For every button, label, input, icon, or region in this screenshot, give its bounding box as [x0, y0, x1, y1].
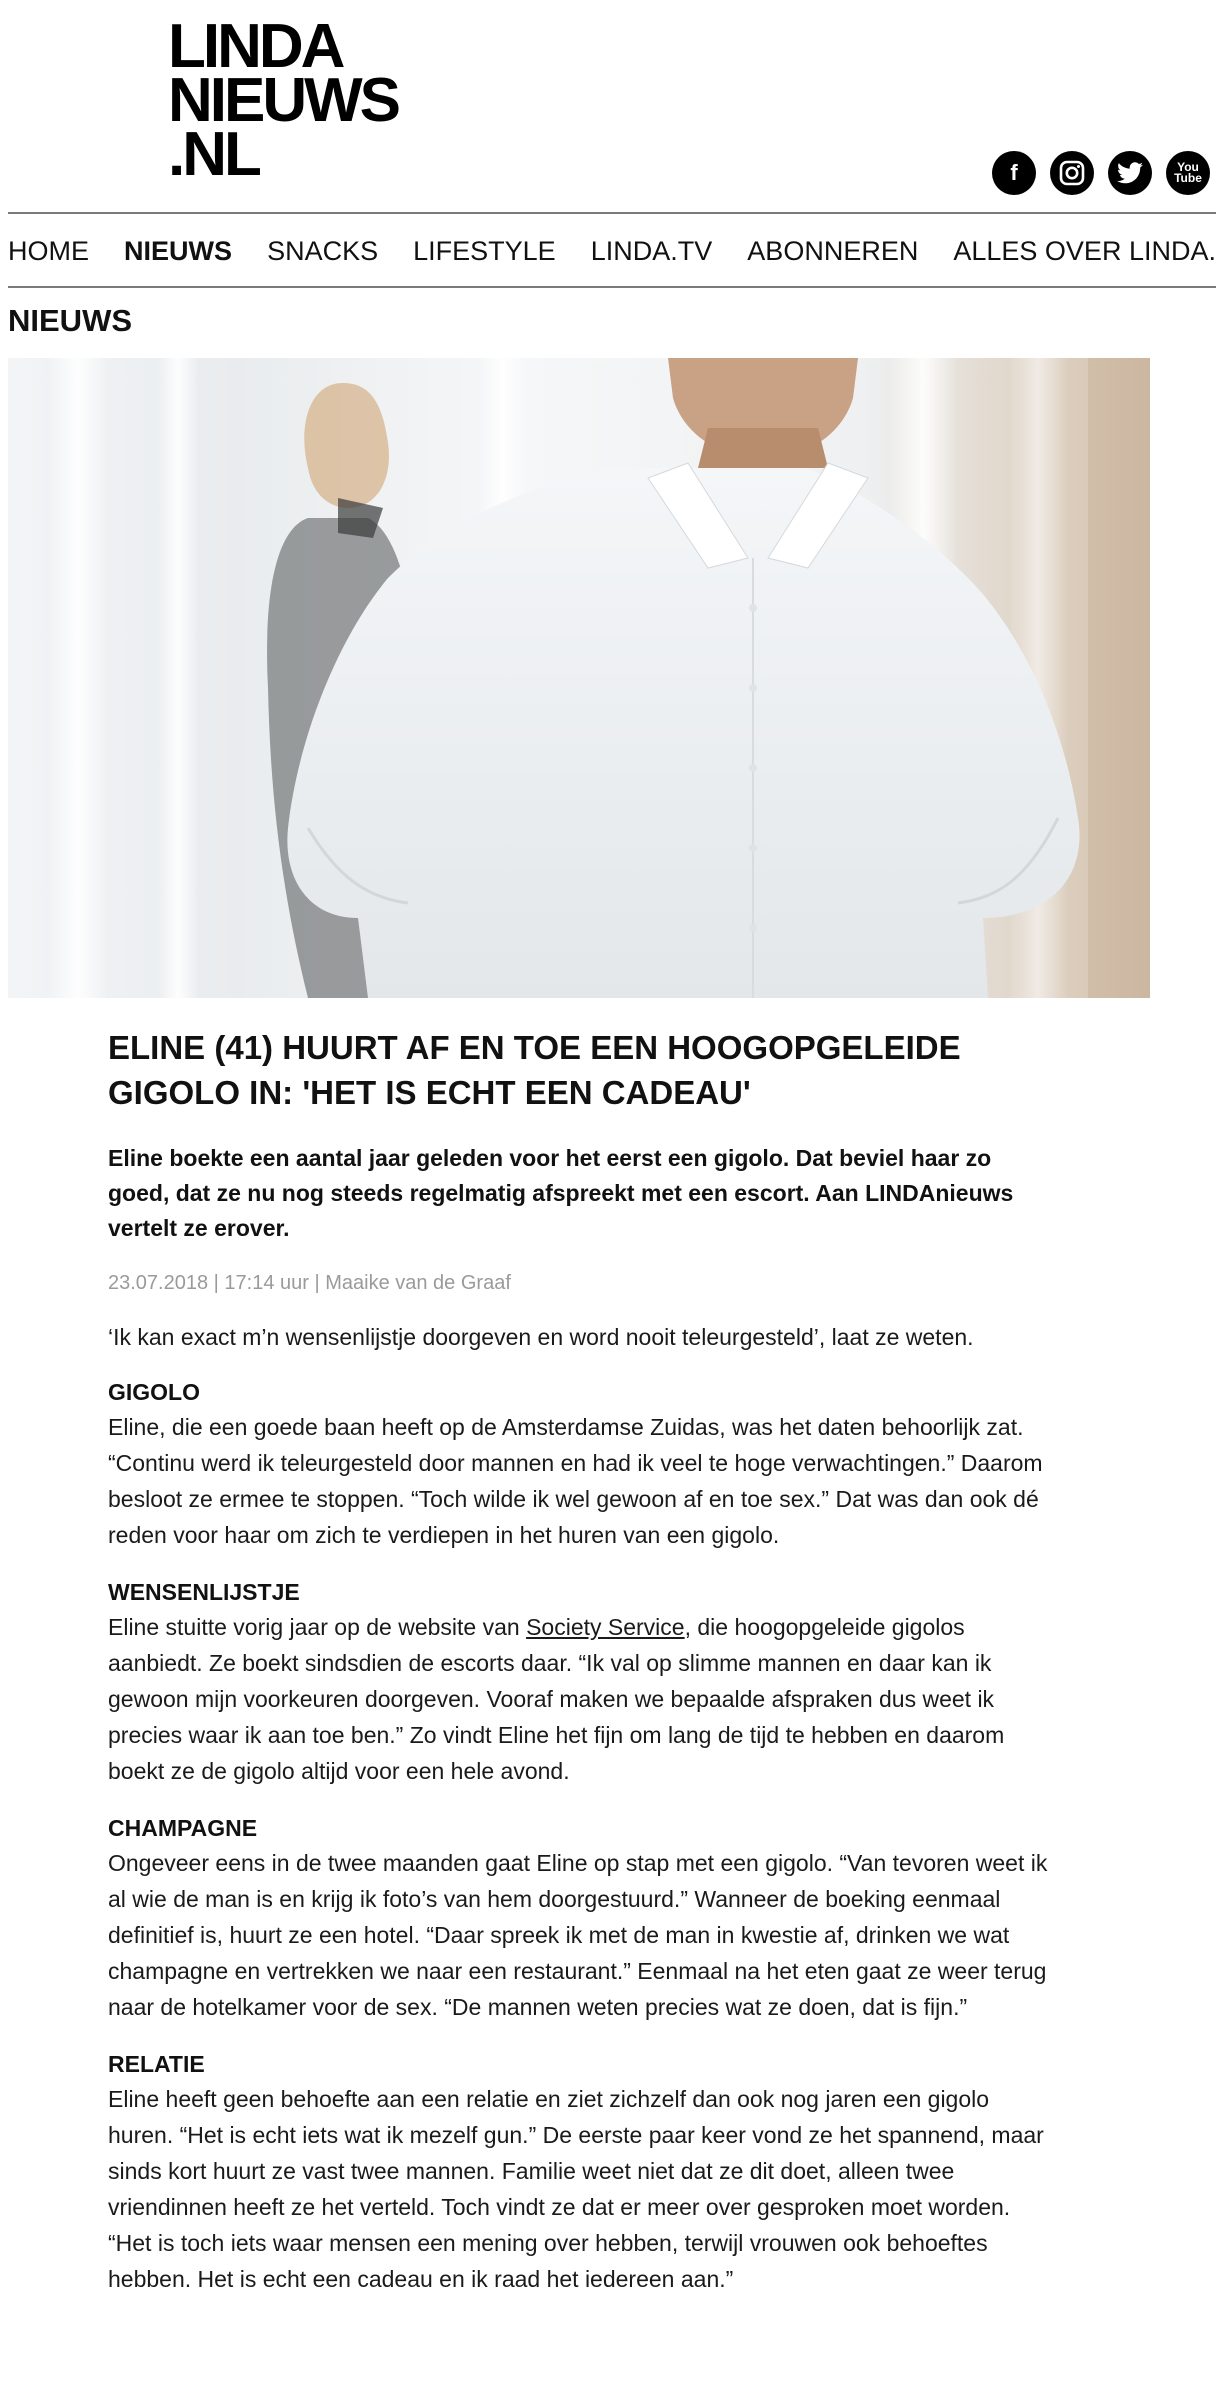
paragraph-gigolo: Eline, die een goede baan heeft op de Amsterdamse Zuidas, was het daten behoorlijk zat. “Continu werd ik teleurgesteld door mannen en had ik veel te hoge verwachtingen.” Daarom besloot ze ermee te stoppen. “Toch wilde ik wel gewoon af en toe sex.” Dat was dan ook dé reden voor haar om zich te verdiepen in het huren van een gigolo. [108, 1414, 1043, 1548]
site-logo[interactable] [168, 12, 398, 189]
nav-item-snacks[interactable]: SNACKS [267, 235, 379, 266]
subhead-wensenlijstje: WENSENLIJSTJE [108, 1579, 300, 1605]
nav-item-abonneren[interactable]: ABONNEREN [747, 235, 919, 266]
hero-image [8, 358, 1150, 998]
header-divider-top [8, 212, 1216, 214]
paragraph-wensenlijstje-end: , die hoogopgeleide gigolos aanbiedt. Ze boekt sindsdien de escorts daar. “Ik val op slimme mannen en daar kan ik gewoon mijn voorkeuren doorgeven. Vooraf maken we bepaalde afspraken dus weet ik precies waar ik aan toe ben.” Zo vindt Eline het fijn om lang de tijd te hebben en daarom boekt ze de gigolo altijd voor een hele avond. [108, 1614, 1005, 1784]
twitter-glyph [1117, 162, 1143, 184]
subhead-gigolo: GIGOLO [108, 1379, 200, 1405]
section-title: NIEUWS [8, 303, 132, 338]
article-lead: Eline boekte een aantal jaar geleden voor het eerst een gigolo. Dat beviel haar zo goed, dat ze nu nog steeds regelmatig afspreekt met een escort. Aan LINDAnieuws vertelt ze erover. [108, 1145, 1014, 1241]
logo-line-1: LINDA [168, 12, 343, 81]
subhead-relatie: RELATIE [108, 2051, 205, 2077]
article [108, 1025, 1058, 2321]
society-service-link[interactable]: Society Service [526, 1614, 685, 1640]
subhead-champagne: CHAMPAGNE [108, 1815, 258, 1841]
facebook-icon[interactable]: f [992, 151, 1036, 195]
section-relatie [108, 2049, 1058, 2297]
social-links [992, 151, 1210, 195]
site-header [0, 0, 1220, 212]
logo-line-3: .NL [168, 120, 259, 189]
article-headline: ELINE (41) HUURT AF EN TOE EEN HOOGOPGELEIDE GIGOLO IN: 'HET IS ECHT EEN CADEAU' [108, 1029, 961, 1111]
instagram-icon[interactable] [1050, 151, 1094, 195]
instagram-glyph [1059, 160, 1085, 186]
paragraph-wensenlijstje [108, 1609, 1058, 1789]
nav-item-alles-over-linda[interactable]: ALLES OVER LINDA. [953, 235, 1216, 266]
nav-item-lifestyle[interactable]: LIFESTYLE [413, 235, 556, 266]
logo-line-2: NIEUWS [168, 66, 398, 135]
paragraph-champagne: Ongeveer eens in de twee maanden gaat Eline op stap met een gigolo. “Van tevoren weet ik al wie de man is en krijg ik foto’s van hem doorgestuurd.” Wanneer de boeking eenmaal definitief is, huurt ze een hotel. “Daar spreek ik met de man in kwestie af, drinken we wat champagne en vertrekken we naar een restaurant.” Eenmaal na het eten gaat ze weer terug naar de hotelkamer voor de sex. “De mannen weten precies wat ze doen, dat is fijn.” [108, 1850, 1048, 2020]
paragraph-wensenlijstje-start: Eline stuitte vorig jaar op de website van [108, 1614, 527, 1640]
main-nav [8, 226, 1216, 276]
nav-item-linda-tv[interactable]: LINDA.TV [590, 235, 713, 266]
section-wensenlijstje [108, 1577, 1058, 1789]
youtube-tube: Tube [1174, 171, 1202, 185]
hero-illustration [8, 358, 1150, 998]
article-meta: 23.07.2018 | 17:14 uur | Maaike van de Graaf [108, 1272, 511, 1294]
paragraph-relatie: Eline heeft geen behoefte aan een relatie en ziet zichzelf dan ook nog jaren een gigolo huren. “Het is echt iets wat ik mezelf gun.” De eerste paar keer vond ze het spannend, maar sinds kort huurt ze vast twee mannen. Familie weet niet dat ze dit doet, alleen twee vriendinnen heeft ze het verteld. Toch vindt ze dat er meer over gesproken moet worden. “Het is toch iets waar mensen een mening over hebben, terwijl vrouwen ook behoeftes hebben. Het is echt een cadeau en ik raad het iedereen aan.” [108, 2086, 1044, 2292]
section-gigolo [108, 1377, 1058, 1553]
youtube-you: You [1177, 160, 1199, 174]
nav-item-home[interactable]: HOME [8, 235, 89, 266]
header-divider-bottom [8, 286, 1216, 288]
youtube-icon[interactable] [1166, 151, 1210, 195]
section-champagne [108, 1813, 1058, 2025]
nav-item-nieuws[interactable]: NIEUWS [124, 235, 233, 266]
article-intro: ‘Ik kan exact m’n wensenlijstje doorgeven en word nooit teleurgesteld’, laat ze weten. [108, 1324, 974, 1350]
twitter-icon[interactable] [1108, 151, 1152, 195]
